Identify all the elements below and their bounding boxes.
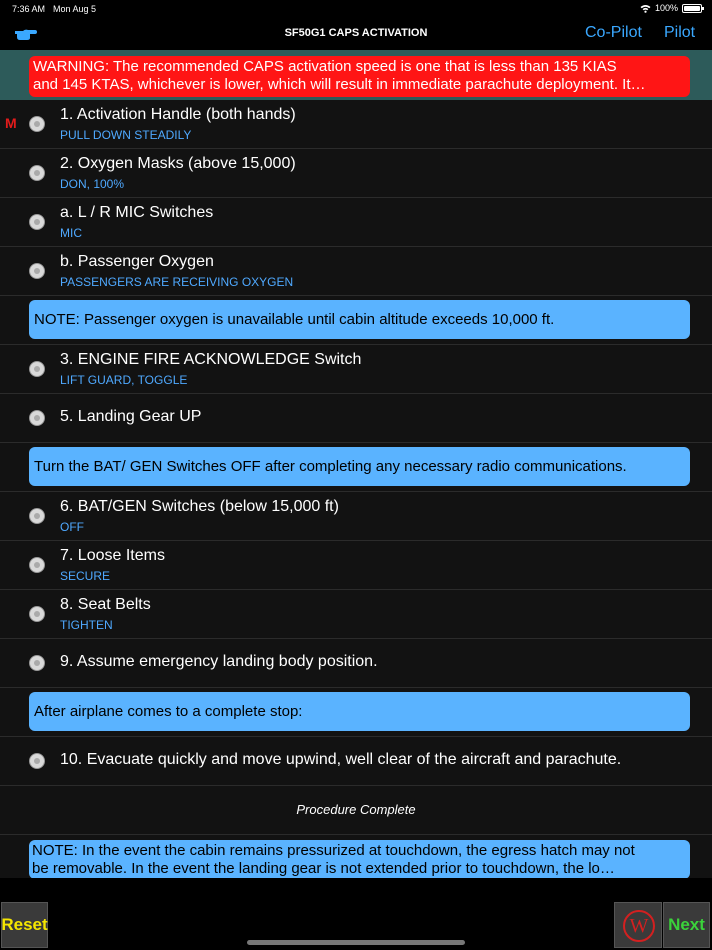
- step-label: 6. BAT/GEN Switches (below 15,000 ft): [60, 498, 339, 515]
- step-label: b. Passenger Oxygen: [60, 253, 214, 270]
- status-bar: [0, 0, 712, 18]
- bottom-note-box[interactable]: [29, 840, 690, 879]
- radio-button[interactable]: [29, 214, 45, 230]
- home-indicator: [247, 940, 465, 945]
- battery-icon: [682, 4, 702, 13]
- checklist-item[interactable]: [0, 247, 712, 296]
- step-label: 2. Oxygen Masks (above 15,000): [60, 155, 296, 172]
- radio-button[interactable]: [29, 410, 45, 426]
- reset-button[interactable]: Reset: [1, 902, 48, 948]
- warning-box[interactable]: [29, 56, 690, 97]
- warning-line-1: WARNING: The recommended CAPS activation speed is one that is less than 135 KIAS: [33, 58, 617, 75]
- step-label: 9. Assume emergency landing body position.: [60, 653, 378, 670]
- bottom-note-line-2: be removable. In the event the landing gear is not extended prior to touchdown, the lo…: [32, 860, 615, 877]
- step-action: DON, 100%: [60, 177, 125, 191]
- copilot-button[interactable]: Co-Pilot: [585, 24, 642, 41]
- note-item: [0, 688, 712, 737]
- checklist-item[interactable]: [0, 149, 712, 198]
- checklist-item[interactable]: [0, 541, 712, 590]
- note-box: After airplane comes to a complete stop:: [29, 692, 690, 731]
- checklist-item[interactable]: [0, 737, 712, 786]
- checklist: [0, 100, 712, 884]
- checklist-item[interactable]: [0, 394, 712, 443]
- step-action: PASSENGERS ARE RECEIVING OXYGEN: [60, 275, 294, 289]
- radio-button[interactable]: [29, 557, 45, 573]
- step-label: 3. ENGINE FIRE ACKNOWLEDGE Switch: [60, 351, 362, 368]
- next-button[interactable]: Next: [663, 902, 710, 948]
- radio-button[interactable]: [29, 655, 45, 671]
- step-action: LIFT GUARD, TOGGLE: [60, 373, 188, 387]
- status-time: 7:36 AM: [12, 4, 46, 14]
- radio-button[interactable]: [29, 606, 45, 622]
- step-action: TIGHTEN: [60, 618, 113, 632]
- wifi-icon: [640, 4, 651, 13]
- checklist-item[interactable]: [0, 639, 712, 688]
- step-label: 5. Landing Gear UP: [60, 408, 202, 425]
- checklist-item[interactable]: [0, 345, 712, 394]
- checklist-item[interactable]: [0, 100, 712, 149]
- checklist-item[interactable]: [0, 492, 712, 541]
- w-logo-icon: W: [623, 910, 655, 942]
- bottom-note-line-1: NOTE: In the event the cabin remains pressurized at touchdown, the egress hatch may not: [32, 842, 635, 859]
- note-box: Turn the BAT/ GEN Switches OFF after completing any necessary radio communications.: [29, 447, 690, 486]
- checklist-item[interactable]: [0, 198, 712, 247]
- note-item: [0, 296, 712, 345]
- step-action: OFF: [60, 520, 84, 534]
- procedure-complete-row: [0, 786, 712, 835]
- note-item: [0, 443, 712, 492]
- step-label: 1. Activation Handle (both hands): [60, 106, 296, 123]
- radio-button[interactable]: [29, 116, 45, 132]
- nav-bar: [0, 18, 712, 50]
- radio-button[interactable]: [29, 165, 45, 181]
- status-right: [640, 3, 702, 13]
- checklist-item[interactable]: [0, 590, 712, 639]
- step-action: PULL DOWN STEADILY: [60, 128, 192, 142]
- step-label: 8. Seat Belts: [60, 596, 151, 613]
- radio-button[interactable]: [29, 753, 45, 769]
- radio-button[interactable]: [29, 508, 45, 524]
- procedure-complete-label: Procedure Complete: [296, 802, 416, 817]
- radio-button[interactable]: [29, 361, 45, 377]
- weather-button[interactable]: [614, 902, 662, 948]
- page-title: SF50G1 CAPS ACTIVATION: [284, 27, 428, 39]
- battery-percent: 100%: [654, 3, 678, 13]
- note-item: [0, 835, 712, 884]
- step-label: 10. Evacuate quickly and move upwind, well clear of the aircraft and parachute.: [60, 751, 622, 768]
- memory-item-mark: M: [5, 115, 17, 131]
- radio-button[interactable]: [29, 263, 45, 279]
- warning-line-2: and 145 KTAS, whichever is lower, which will result in immediate parachute deployment. It…: [33, 76, 646, 93]
- step-action: MIC: [60, 226, 82, 240]
- note-box: NOTE: Passenger oxygen is unavailable until cabin altitude exceeds 10,000 ft.: [29, 300, 690, 339]
- step-label: a. L / R MIC Switches: [60, 204, 214, 221]
- step-label: 7. Loose Items: [60, 547, 165, 564]
- step-action: SECURE: [60, 569, 111, 583]
- pilot-button[interactable]: Pilot: [664, 24, 696, 41]
- status-date: Mon Aug 5: [53, 4, 97, 14]
